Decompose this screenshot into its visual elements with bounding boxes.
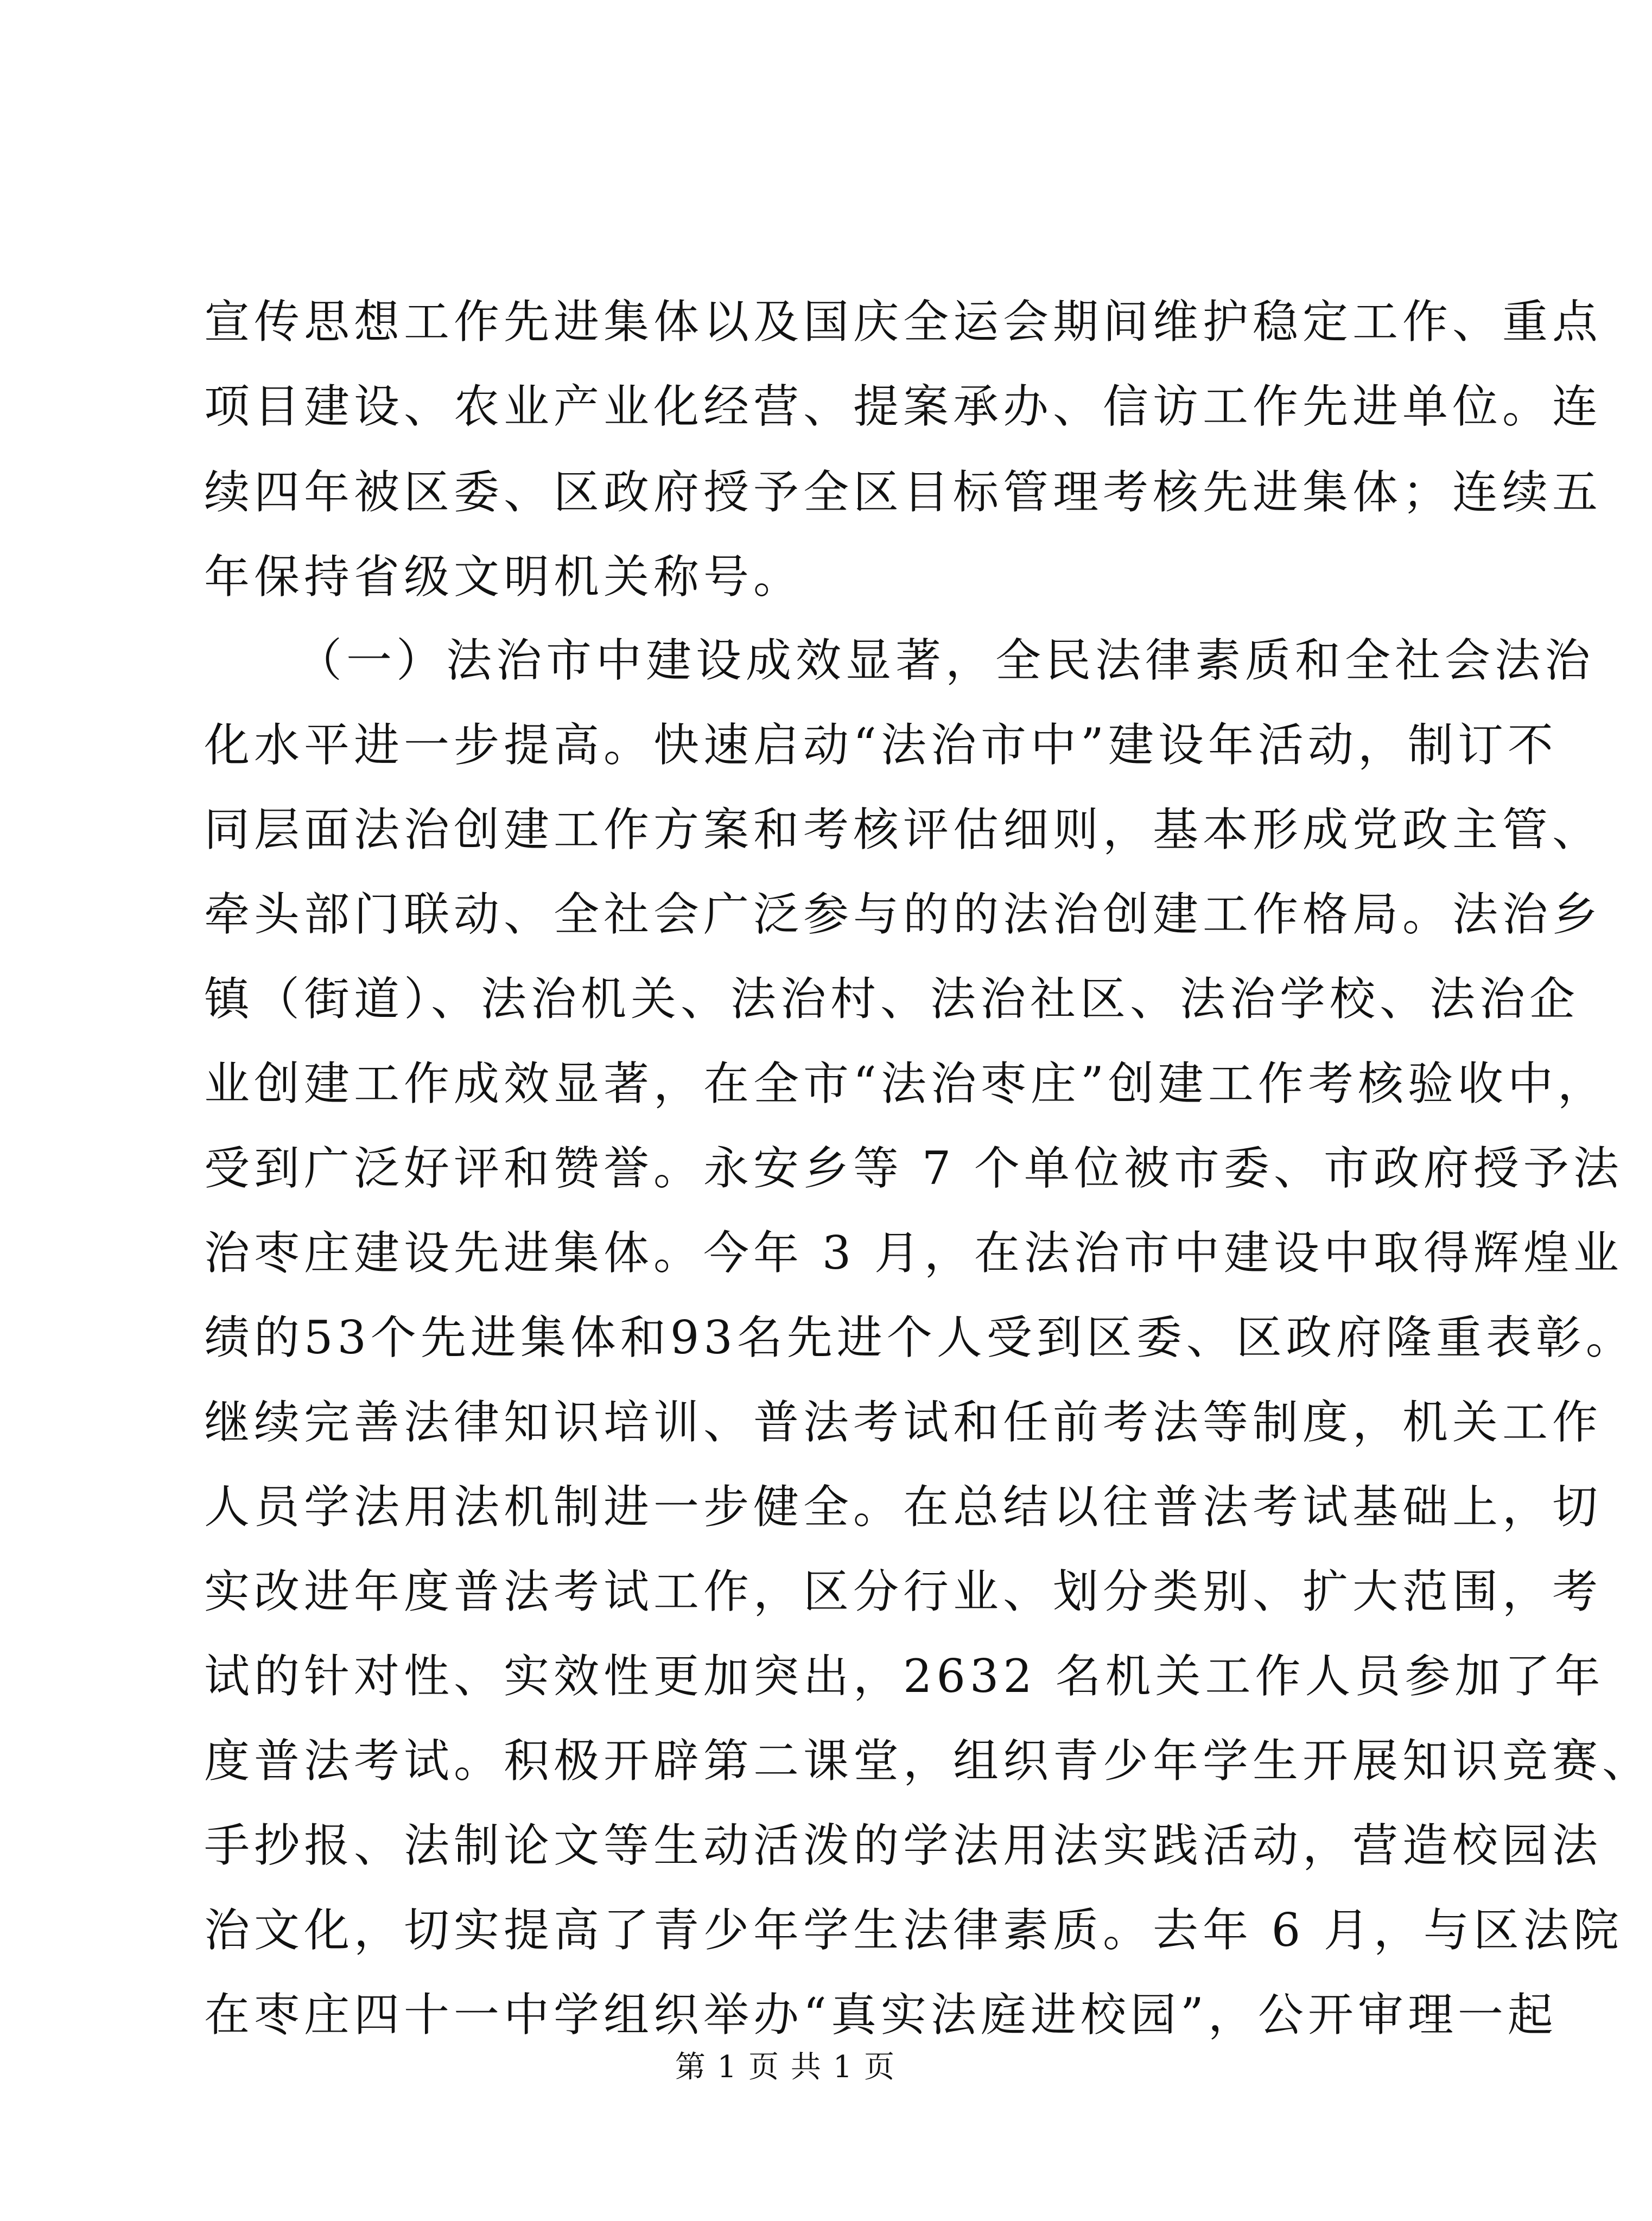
text-line: 治文化，切实提高了青少年学生法律素质。去年 6 月，与区法院 xyxy=(204,1904,1623,1957)
text-line: 续四年被区委、区政府授予全区目标管理考核先进集体；连续五 xyxy=(204,466,1603,519)
text-line: 度普法考试。积极开辟第二课堂，组织青少年学生开展知识竞赛、 xyxy=(204,1734,1652,1787)
text-line: 在枣庄四十一中学组织举办“真实法庭进校园”，公开审理一起 xyxy=(204,1988,1558,2041)
text-line: 化水平进一步提高。快速启动“法治市中”建设年活动，制订不 xyxy=(204,718,1558,772)
text-line: 同层面法治创建工作方案和考核评估细则，基本形成党政主管、 xyxy=(204,803,1603,856)
page-number-footer: 第 1 页 共 1 页 xyxy=(675,2050,896,2085)
text-line: 年保持省级文明机关称号。 xyxy=(204,550,804,603)
text-line: 项目建设、农业产业化经营、提案承办、信访工作先进单位。连 xyxy=(204,380,1603,433)
text-line: 手抄报、法制论文等生动活泼的学法用法实践活动，营造校园法 xyxy=(204,1819,1603,1872)
text-line: 牵头部门联动、全社会广泛参与的的法治创建工作格局。法治乡 xyxy=(204,888,1603,941)
text-line: 业创建工作成效显著，在全市“法治枣庄”创建工作考核验收中， xyxy=(204,1057,1607,1110)
text-line: 人员学法用法机制进一步健全。在总结以往普法考试基础上，切 xyxy=(204,1480,1603,1533)
text-line: 实改进年度普法考试工作，区分行业、划分类别、扩大范围，考 xyxy=(204,1565,1603,1618)
text-line: 宣传思想工作先进集体以及国庆全运会期间维护稳定工作、重点 xyxy=(204,295,1603,348)
text-line: 受到广泛好评和赞誉。永安乡等 7 个单位被市委、市政府授予法 xyxy=(204,1142,1623,1195)
paragraph-heading-line: （一）法治市中建设成效显著，全民法律素质和全社会法治 xyxy=(296,634,1595,687)
text-line: 镇（街道）、法治机关、法治村、法治社区、法治学校、法治企 xyxy=(204,972,1580,1026)
text-line: 试的针对性、实效性更加突出，2632 名机关工作人员参加了年 xyxy=(204,1650,1605,1703)
text-line: 治枣庄建设先进集体。今年 3 月，在法治市中建设中取得辉煌业 xyxy=(204,1226,1623,1280)
text-line: 绩的53个先进集体和93名先进个人受到区委、区政府隆重表彰。 xyxy=(204,1311,1636,1364)
text-line: 继续完善法律知识培训、普法考试和任前考法等制度，机关工作 xyxy=(204,1396,1603,1449)
